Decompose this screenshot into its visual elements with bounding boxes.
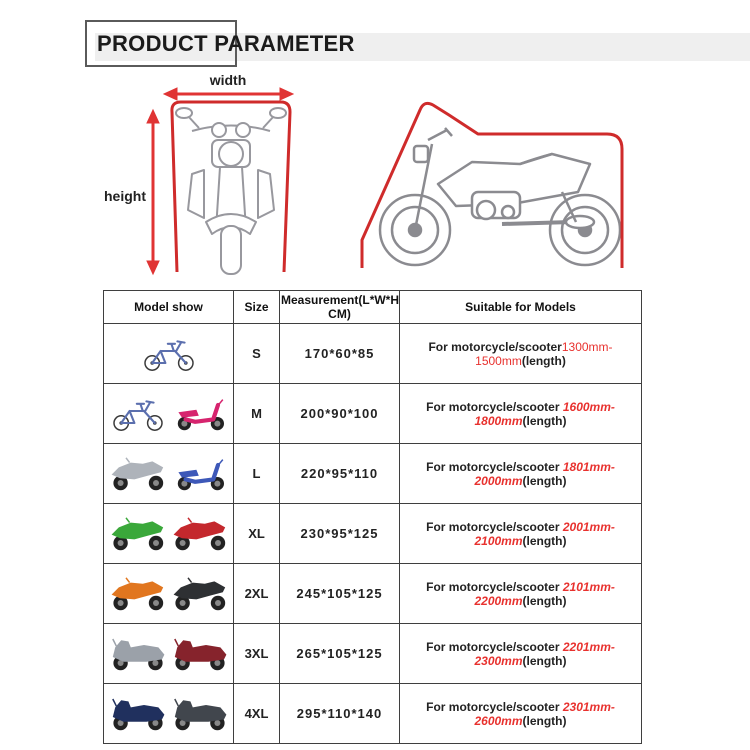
cover-side-view-diagram	[352, 92, 662, 277]
suitable-cell: For motorcycle/scooter1300mm-1500mm(length)	[400, 324, 642, 384]
width-arrow-icon	[164, 88, 293, 100]
length-range: 2101mm-2200mm	[474, 579, 615, 608]
table-row	[104, 444, 642, 504]
height-arrow-icon	[147, 110, 159, 274]
motorcycle-side-line-art	[380, 128, 620, 265]
length-range: 1600mm-1800mm	[474, 399, 615, 428]
touring-motorcycle-icon	[108, 695, 168, 733]
size-cell: 2XL	[234, 564, 280, 624]
length-range: 1801mm-2000mm	[474, 459, 615, 488]
size-cell: XL	[234, 504, 280, 564]
tricycle-bike-icon	[139, 335, 199, 373]
touring-motorcycle-icon	[108, 635, 168, 673]
size-cell: S	[234, 324, 280, 384]
page-title: PRODUCT PARAMETER	[97, 31, 355, 56]
measurement-cell: 220*95*110	[280, 444, 400, 504]
length-range: 2301mm-2600mm	[474, 699, 615, 728]
model-cell	[104, 624, 234, 684]
motorcycle-front-line-art	[176, 108, 286, 274]
measurement-cell: 230*95*125	[280, 504, 400, 564]
sportbike-icon	[170, 575, 230, 613]
table-row	[104, 384, 642, 444]
length-range: 2201mm-2300mm	[474, 639, 615, 668]
measurement-cell: 295*110*140	[280, 684, 400, 744]
measurement-cell: 245*105*125	[280, 564, 400, 624]
suitable-cell: For motorcycle/scooter 1801mm-2000mm(length)	[400, 444, 642, 504]
sportbike-icon	[170, 515, 230, 553]
table-row	[104, 504, 642, 564]
suitable-cell: For motorcycle/scooter 1600mm-1800mm(length)	[400, 384, 642, 444]
touring-motorcycle-icon	[170, 695, 230, 733]
model-cell	[104, 684, 234, 744]
size-table	[103, 290, 642, 744]
size-cell: 4XL	[234, 684, 280, 744]
width-dimension-label: width	[209, 72, 247, 88]
header-model-show: Model show	[104, 291, 234, 324]
table-row	[104, 564, 642, 624]
header-size: Size	[234, 291, 280, 324]
table-row	[104, 624, 642, 684]
scooter-icon	[170, 395, 230, 433]
table-row	[104, 324, 642, 384]
tricycle-bike-icon	[108, 395, 168, 433]
measurement-cell: 200*90*100	[280, 384, 400, 444]
suitable-cell: For motorcycle/scooter 2001mm-2100mm(length)	[400, 504, 642, 564]
length-range: 2001mm-2100mm	[474, 519, 615, 548]
touring-motorcycle-icon	[170, 635, 230, 673]
model-cell	[104, 444, 234, 504]
model-cell	[104, 504, 234, 564]
suitable-cell: For motorcycle/scooter 2101mm-2200mm(length)	[400, 564, 642, 624]
model-cell	[104, 564, 234, 624]
measurement-cell: 170*60*85	[280, 324, 400, 384]
height-dimension-label: height	[104, 188, 146, 204]
cover-front-view-diagram	[100, 70, 330, 290]
scooter-icon	[170, 455, 230, 493]
table-header-row	[104, 291, 642, 324]
size-cell: M	[234, 384, 280, 444]
model-cell	[104, 324, 234, 384]
underbone-motorcycle-icon	[108, 455, 168, 493]
header-suitable: Suitable for Models	[400, 291, 642, 324]
header-measurement: Measurement(L*W*H CM)	[280, 291, 400, 324]
length-range: 1300mm-1500mm	[475, 339, 613, 368]
size-cell: L	[234, 444, 280, 504]
suitable-cell: For motorcycle/scooter 2201mm-2300mm(length)	[400, 624, 642, 684]
model-cell	[104, 384, 234, 444]
size-cell: 3XL	[234, 624, 280, 684]
sportbike-icon	[108, 515, 168, 553]
measurement-cell: 265*105*125	[280, 624, 400, 684]
dual-sport-motorcycle-icon	[108, 575, 168, 613]
table-row	[104, 684, 642, 744]
suitable-cell: For motorcycle/scooter 2301mm-2600mm(length)	[400, 684, 642, 744]
